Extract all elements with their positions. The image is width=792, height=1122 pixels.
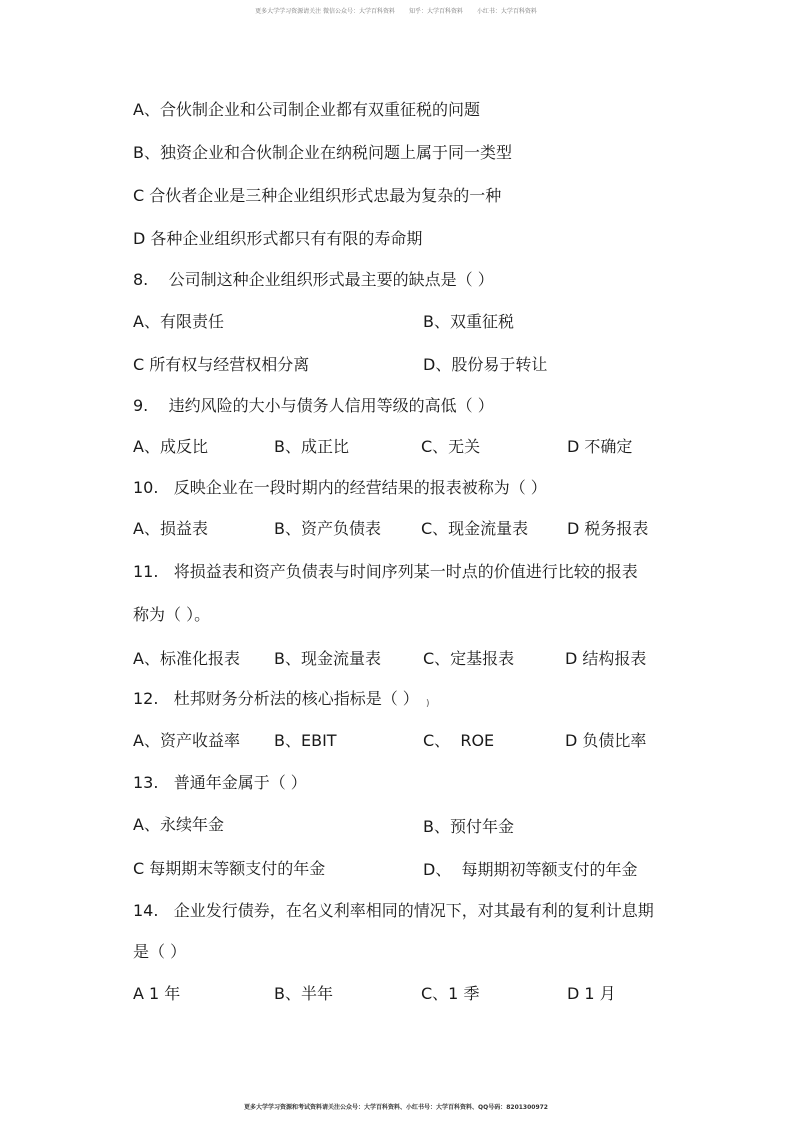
q10-option-c: C、现金流量表: [421, 519, 529, 538]
question-text: 公司制这种企业组织形式最主要的缺点是（ ）: [168, 270, 494, 289]
q11-option-a: A、标准化报表: [133, 649, 240, 668]
q9-option-c: C、无关: [421, 437, 481, 456]
question-number: 11.: [133, 562, 159, 581]
header-xiaohongshu: 小红书：大学百科资料: [476, 8, 537, 15]
question-text: 将损益表和资产负债表与时间序列某一时点的价值进行比较的报表: [173, 562, 638, 581]
question-number: 12.: [133, 689, 159, 708]
q13-option-c: C 每期期末等额支付的年金: [133, 859, 326, 878]
question-text: 反映企业在一段时期内的经营结果的报表被称为（ ）: [173, 478, 547, 497]
prev-option-b: B、独资企业和合伙制企业在纳税问题上属于同一类型: [133, 143, 512, 162]
question-14: [133, 901, 654, 921]
q9-option-d: D 不确定: [567, 437, 633, 456]
q13-option-b: B、预付年金: [423, 817, 514, 836]
q8-option-a: A、有限责任: [133, 312, 224, 331]
q8-option-d: D、股份易于转让: [423, 355, 548, 374]
question-11-continuation: 称为（ ）。: [133, 605, 211, 624]
question-text: 违约风险的大小与债务人信用等级的高低（ ）: [168, 396, 494, 415]
question-number: 14.: [133, 901, 159, 920]
stray-mark: ): [426, 699, 430, 709]
q14-option-c: C、1 季: [421, 984, 480, 1003]
q14-option-d: D 1 月: [567, 984, 616, 1003]
q11-option-c: C、定基报表: [423, 649, 515, 668]
q8-option-b: B、双重征税: [423, 312, 514, 331]
question-9: [133, 396, 494, 416]
q11-option-d: D 结构报表: [565, 649, 647, 668]
question-text: 普通年金属于（ ）: [173, 773, 307, 792]
q8-option-c: C 所有权与经营权相分离: [133, 355, 310, 374]
q12-option-a: A、资产收益率: [133, 731, 240, 750]
q14-option-b: B、半年: [274, 984, 333, 1003]
q10-option-a: A、损益表: [133, 519, 208, 538]
q12-option-c: C、 ROE: [423, 731, 495, 750]
question-number: 13.: [133, 773, 159, 792]
question-8: [133, 270, 494, 290]
question-number: 10.: [133, 478, 159, 497]
prev-option-a: A、合伙制企业和公司制企业都有双重征税的问题: [133, 100, 480, 119]
question-text: 杜邦财务分析法的核心指标是（ ）: [173, 689, 419, 708]
q12-option-d: D 负债比率: [565, 731, 647, 750]
prev-option-c: C 合伙者企业是三种企业组织形式忠最为复杂的一种: [133, 186, 502, 205]
question-number: 8.: [133, 270, 149, 289]
header-wechat: 更多大学学习资源请关注 微信公众号：大学百科资料: [255, 8, 396, 15]
question-14-continuation: 是（ ）: [133, 942, 187, 961]
header-zhihu: 知乎：大学百科资料: [408, 8, 463, 15]
q9-option-a: A、成反比: [133, 437, 208, 456]
question-12: [133, 689, 419, 709]
q9-option-b: B、成正比: [274, 437, 349, 456]
q13-option-a: A、永续年金: [133, 815, 224, 834]
question-13: [133, 773, 307, 793]
question-10: [133, 478, 547, 498]
q11-option-b: B、现金流量表: [274, 649, 381, 668]
q14-option-a: A 1 年: [133, 984, 181, 1003]
q10-option-b: B、资产负债表: [274, 519, 381, 538]
q12-option-b: B、EBIT: [274, 731, 337, 750]
question-text: 企业发行债券，在名义利率相同的情况下，对其最有利的复利计息期: [173, 901, 654, 920]
q13-option-d: D、 每期期初等额支付的年金: [423, 860, 638, 879]
q10-option-d: D 税务报表: [567, 519, 649, 538]
page-header: [0, 6, 792, 15]
question-number: 9.: [133, 396, 149, 415]
page-footer: 更多大学学习资源和考试资料请关注公众号：大学百科资料、小红书号：大学百科资料、QQ号码：8201300972: [244, 1104, 548, 1111]
question-11: [133, 562, 638, 582]
prev-option-d: D 各种企业组织形式都只有有限的寿命期: [133, 229, 423, 248]
